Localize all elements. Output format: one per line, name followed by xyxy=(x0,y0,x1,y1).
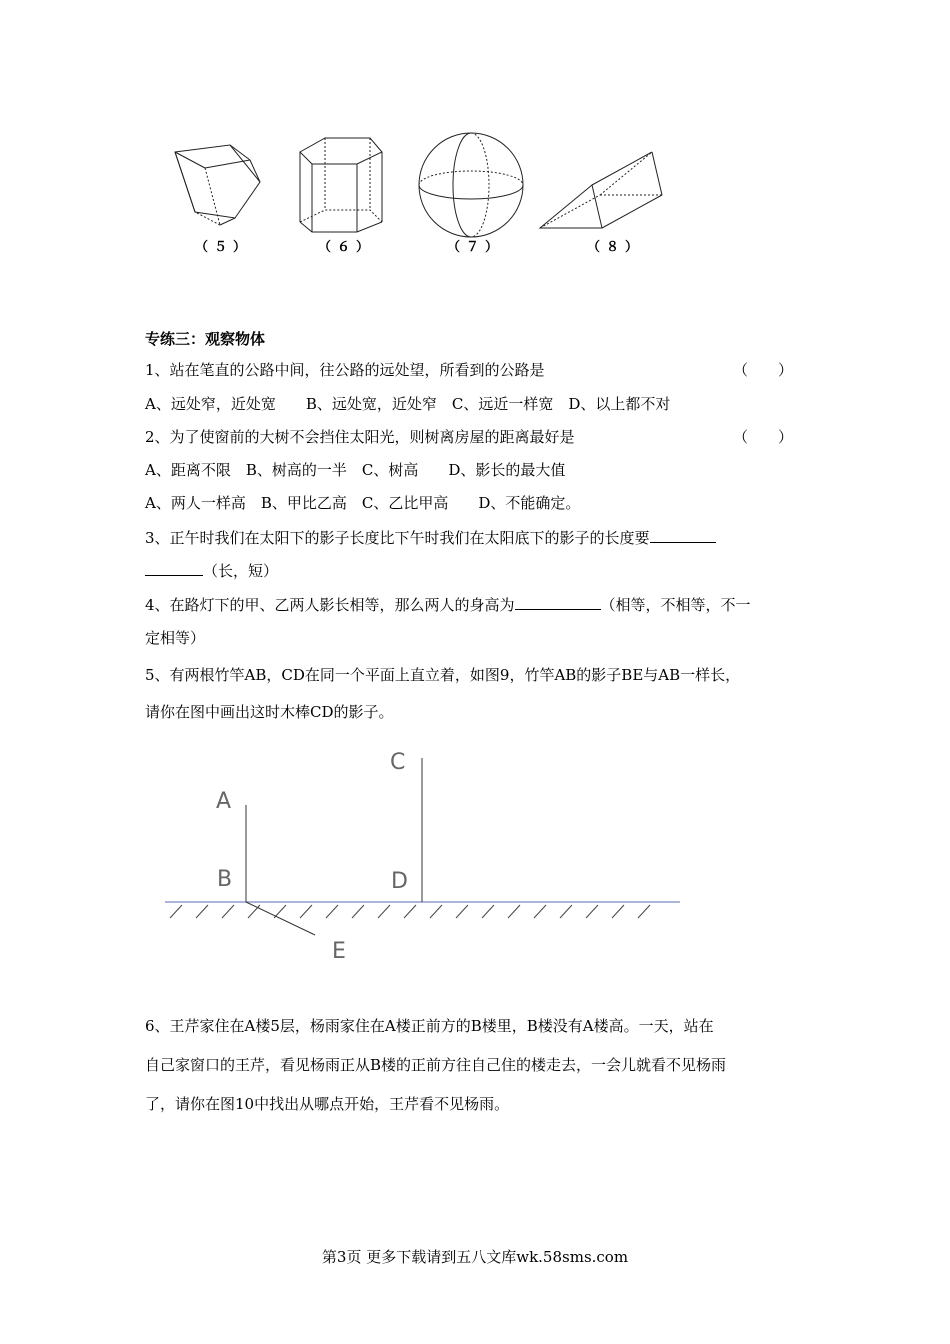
question-6-line-1: 6、王芹家住在A楼5层，杨雨家住在A楼正前方的B楼里，B楼没有A楼高。一天，站在 xyxy=(145,1017,714,1035)
question-3-line-2 xyxy=(145,560,278,581)
figure-label-8: （８） xyxy=(587,240,645,255)
question-3-line-1 xyxy=(145,527,716,548)
sphere-solid xyxy=(419,133,523,237)
question-4-line-2: 定相等） xyxy=(145,629,206,647)
point-label-d: D xyxy=(391,869,408,894)
question-5-line-1: 5、有两根竹竿AB，CD在同一个平面上直立着，如图9，竹竿AB的影子BE与AB一样长， xyxy=(145,666,741,684)
question-2: 2、为了使窗前的大树不会挡住太阳光，则树离房屋的距离最好是 xyxy=(145,428,575,446)
solids-figure xyxy=(160,130,680,240)
question-4-line-1 xyxy=(145,594,751,615)
question-6-line-2: 自己家窗口的王芹，看见杨雨正从B楼的正前方往自己住的楼走去，一会儿就看不见杨雨 xyxy=(145,1056,727,1074)
question-4-text: 4、在路灯下的甲、乙两人影长相等，那么两人的身高为 xyxy=(145,596,515,614)
figure-label-6: （６） xyxy=(318,240,376,255)
question-3-blank-2[interactable] xyxy=(145,560,203,576)
question-2-options-extra: A、两人一样高 B、甲比乙高 C、乙比甲高 D、不能确定。 xyxy=(145,494,581,512)
figure-label-7: （７） xyxy=(447,240,505,255)
shadow-be xyxy=(246,902,315,935)
cube-solid xyxy=(175,145,260,225)
question-5-line-2: 请你在图中画出这时木棒CD的影子。 xyxy=(145,703,394,721)
question-3-text: 3、正午时我们在太阳下的影子长度比下午时我们在太阳底下的影子的长度要 xyxy=(145,529,650,547)
figure-label-5: （５） xyxy=(195,240,253,255)
question-1: 1、站在笔直的公路中间，往公路的远处望，所看到的公路是 xyxy=(145,361,545,379)
point-label-a: A xyxy=(216,789,232,814)
question-1-answer-paren: （ ） xyxy=(733,361,794,379)
hexagonal-prism-solid xyxy=(300,138,382,232)
point-label-c: C xyxy=(390,750,406,775)
question-3-blank-1[interactable] xyxy=(650,527,716,543)
question-4-choices: （相等，不相等，不一 xyxy=(600,596,751,614)
question-6-line-3: 了，请你在图10中找出从哪点开始，王芹看不见杨雨。 xyxy=(145,1095,510,1113)
page-footer: 第3页 更多下载请到五八文库wk.58sms.com xyxy=(321,1248,629,1266)
question-4-blank[interactable] xyxy=(515,594,601,610)
question-2-answer-paren: （ ） xyxy=(733,428,794,446)
section-title: 专练三：观察物体 xyxy=(145,330,266,348)
question-2-options: A、距离不限 B、树高的一半 C、树高 D、影长的最大值 xyxy=(145,461,566,479)
question-1-options: A、远处窄，近处宽 B、远处宽，近处窄 C、远近一样宽 D、以上都不对 xyxy=(145,395,671,413)
question-3-choices: （长，短） xyxy=(203,562,279,580)
ground-hatching xyxy=(170,905,650,918)
point-label-b: B xyxy=(217,867,233,892)
triangular-prism-solid xyxy=(540,152,662,228)
figure-9-diagram xyxy=(160,750,690,950)
point-label-e: E xyxy=(332,939,346,964)
